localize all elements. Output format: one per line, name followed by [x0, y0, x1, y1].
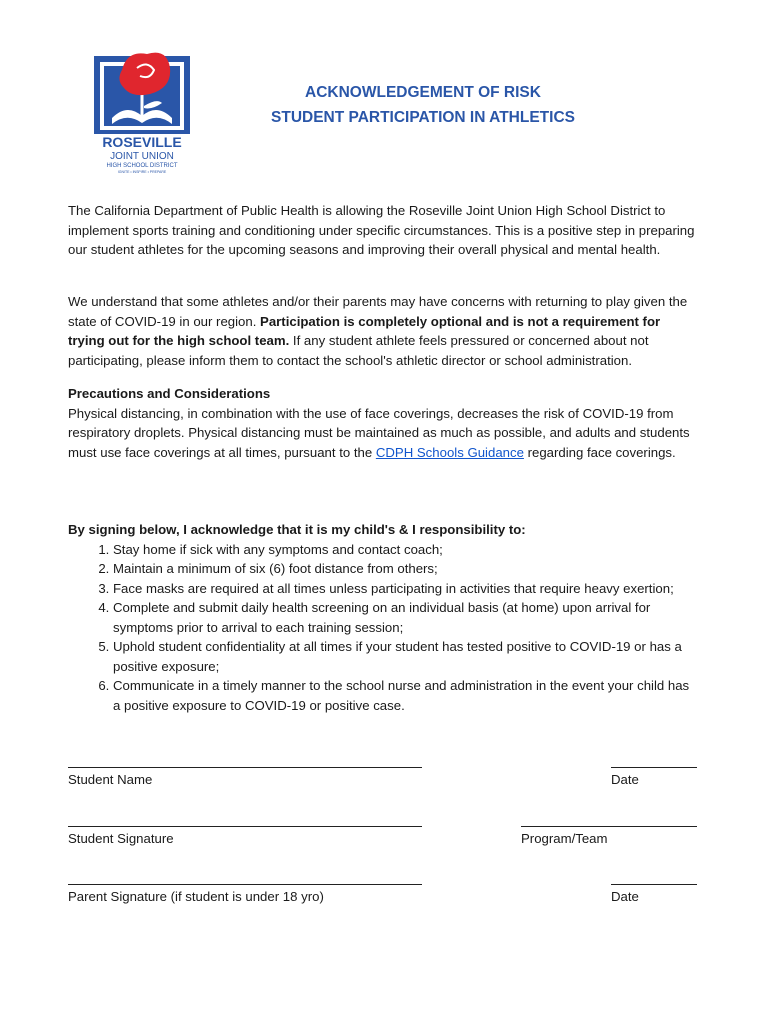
- student-signature-label: Student Signature: [68, 831, 174, 846]
- student-name-line[interactable]: [68, 767, 422, 768]
- svg-text:JOINT UNION: JOINT UNION: [110, 151, 174, 162]
- list-item: 4. Complete and submit daily health screening on an individual basis (at home) upon arrival for symptoms prior to arrival to each training session;: [113, 598, 700, 637]
- acknowledgement-heading: By signing below, I acknowledge that it is my child's & I responsibility to:: [68, 522, 526, 537]
- precautions-paragraph: [68, 404, 700, 463]
- responsibility-list: [68, 540, 700, 716]
- list-item: 3. Face masks are required at all times unless participating in activities that require heavy exertion;: [113, 579, 700, 599]
- acknowledgement-section: [68, 520, 700, 715]
- cdph-guidance-link[interactable]: CDPH Schools Guidance: [375, 444, 524, 460]
- svg-text:ROSEVILLE: ROSEVILLE: [102, 134, 182, 150]
- parent-signature-label: Parent Signature (if student is under 18 yro): [68, 889, 324, 904]
- concerns-text: We understand that some athletes and/or their parents may have concerns with returning to play given the state of COVID-19 in our region.: [68, 294, 688, 329]
- parent-date-line[interactable]: [611, 884, 697, 885]
- svg-text:IGNITE • INSPIRE • PREPARE: IGNITE • INSPIRE • PREPARE: [117, 170, 167, 173]
- student-signature-line[interactable]: [68, 826, 422, 827]
- parent-date-label: Date: [611, 889, 639, 904]
- program-team-line[interactable]: [521, 826, 697, 827]
- precautions-text: Physical distancing, in combination with the use of face coverings, decreases the risk of COVID-19 from respiratory droplets. Physical distancing must be maintained as much as possible, and adults and students must use face coverings at all times, pursuant to the: [68, 405, 690, 460]
- date-label: Date: [611, 772, 639, 787]
- list-item: 6. Communicate in a timely manner to the school nurse and administration in the event your child has a positive exposure to COVID-19 or positive case.: [113, 676, 700, 715]
- intro-paragraph: The California Department of Public Health is allowing the Roseville Joint Union High School District to implement sports training and conditioning under specific circumstances. This is a positive step in preparing our student athletes for the upcoming seasons and improving their overall physical and mental health.: [68, 203, 695, 257]
- svg-text:HIGH SCHOOL DISTRICT: HIGH SCHOOL DISTRICT: [106, 163, 178, 169]
- list-item: 1. Stay home if sick with any symptoms and contact coach;: [113, 540, 700, 560]
- concerns-paragraph: [68, 292, 700, 370]
- precautions-section: [68, 384, 700, 462]
- concerns-text-end: If any student athlete feels pressured or concerned about not participating, please inform them to contact the school's athletic director or school administration.: [68, 333, 649, 368]
- precautions-text-end: regarding face coverings.: [523, 444, 676, 460]
- optional-participation-notice: Participation is completely optional and is not a requirement for trying out for the high school team.: [68, 313, 661, 348]
- roseville-district-logo: [92, 48, 192, 173]
- document-title: ACKNOWLEDGEMENT OF RISK: [305, 84, 541, 101]
- student-name-label: Student Name: [68, 772, 153, 787]
- document-subtitle: STUDENT PARTICIPATION IN ATHLETICS: [271, 109, 575, 126]
- precautions-heading: Precautions and Considerations: [68, 386, 271, 401]
- list-item: 5. Uphold student confidentiality at all times if your student has tested positive to COVID-19 or has a positive exposure;: [113, 637, 700, 676]
- parent-signature-line[interactable]: [68, 884, 422, 885]
- list-item: 2. Maintain a minimum of six (6) foot distance from others;: [113, 559, 700, 579]
- program-team-label: Program/Team: [521, 831, 608, 846]
- date-line[interactable]: [611, 767, 697, 768]
